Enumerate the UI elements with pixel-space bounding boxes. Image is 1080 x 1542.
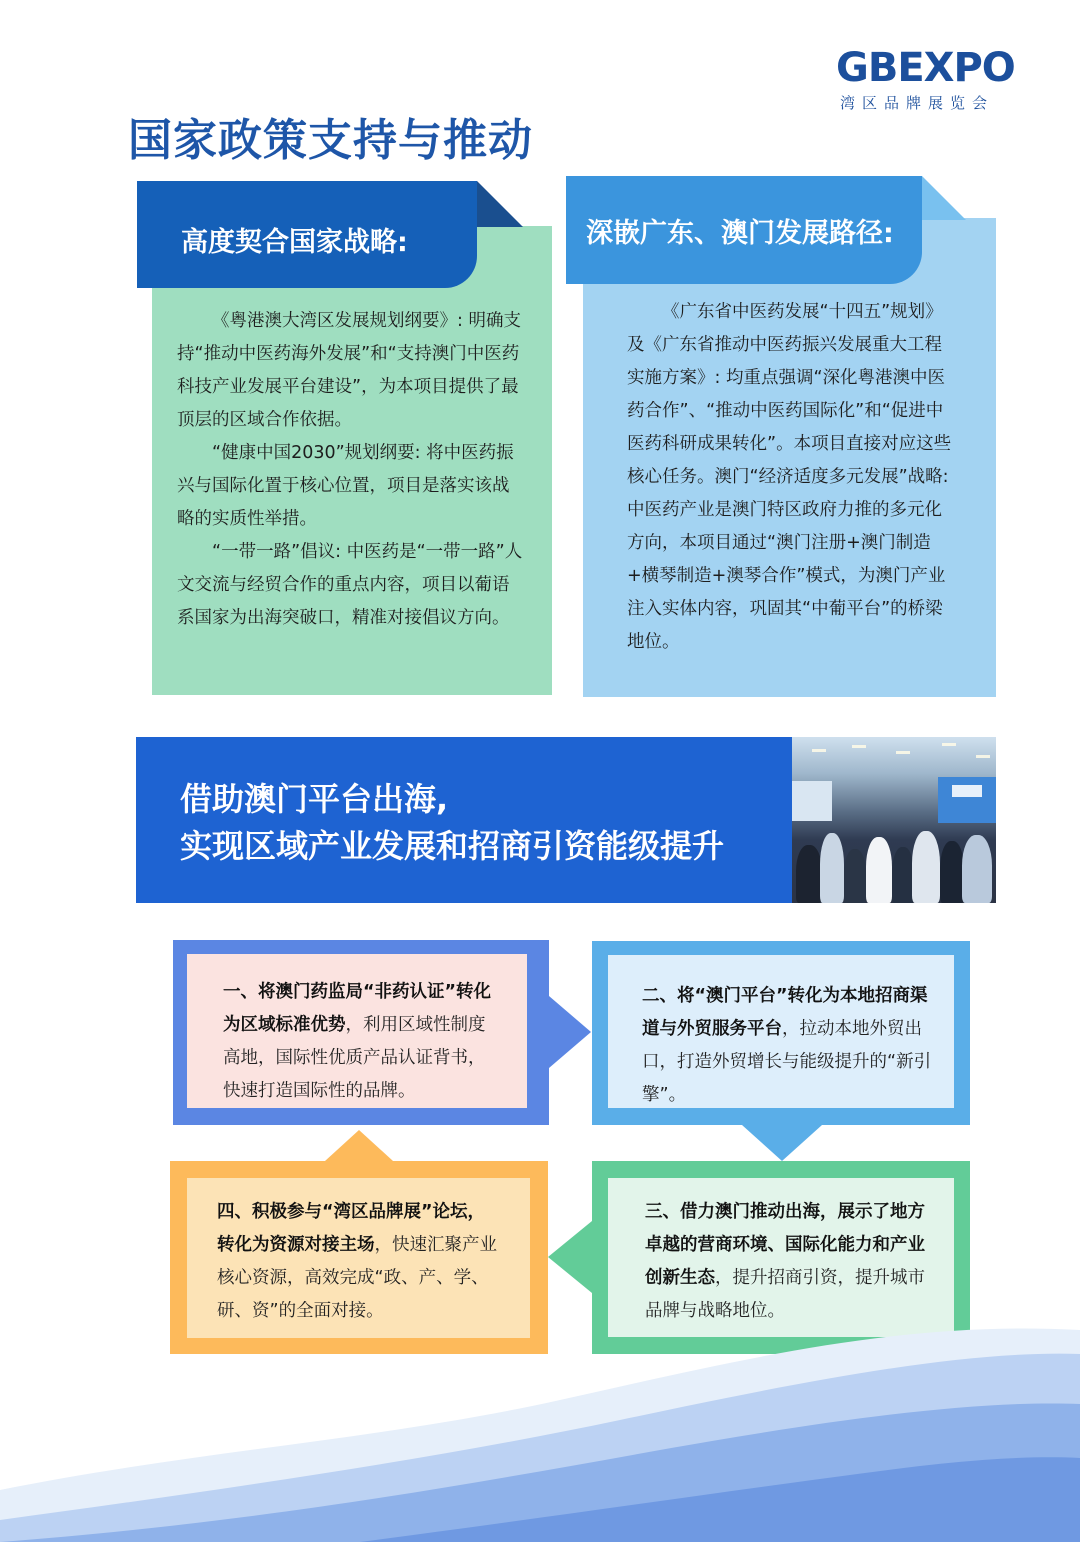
card-right-body bbox=[583, 218, 996, 697]
visitor bbox=[962, 835, 992, 903]
logo-subtitle: 湾区品牌展览会 bbox=[840, 94, 995, 112]
logo-mark: GBEXPO bbox=[836, 45, 1015, 91]
visitor bbox=[912, 831, 940, 903]
step-two-body: ，拉动本地外贸出口，打造外贸增长与能级提升的“新引擎”。 bbox=[642, 1019, 932, 1105]
step-one-text bbox=[187, 954, 527, 1108]
arrow-right-icon bbox=[549, 996, 591, 1068]
arrow-down-icon bbox=[742, 1125, 822, 1161]
card-right-paragraph: 《广东省中医药发展“十四五”规划》及《广东省推动中医药振兴发展重大工程实施方案》: 均重点强调“深化粤港澳中医药合作”、“推动中医药国际化”和“促进中医药科研成果转化”。本项目直接对应这些核心任务。澳门“经济适度多元发展”战略: 中医药产业是澳门特区政府力推的多元化方向，本项目通过“澳门注册+澳门制造+横琴制造+澳琴合作”模式，为澳门产业注入实体内容，巩固其“中葡平台”的桥梁地位。 bbox=[627, 302, 952, 652]
expo-booth bbox=[792, 781, 832, 821]
card-left-paragraph: 《粤港澳大湾区发展规划纲要》: 明确支持“推动中医药海外发展”和“支持澳门中医药科技产业发展平台建设”，为本项目提供了最顶层的区域合作依据。 bbox=[177, 311, 521, 430]
step-one-body: ，利用区域性制度高地，国际性优质产品认证背书，快速打造国际性的品牌。 bbox=[223, 1015, 486, 1101]
visitor bbox=[866, 837, 892, 903]
visitor bbox=[796, 845, 822, 903]
visitor bbox=[820, 833, 844, 903]
card-right-heading bbox=[566, 176, 922, 284]
card-right-fold-corner bbox=[922, 176, 966, 220]
card-left-paragraph: “健康中国2030”规划纲要: 将中医药振兴与国际化置于核心位置，项目是落实该战略的实质性举措。 bbox=[177, 443, 514, 529]
visitor bbox=[940, 841, 964, 903]
expo-booth bbox=[938, 777, 996, 823]
card-left-fold-corner bbox=[477, 181, 523, 227]
card-right-heading-text: 深嵌广东、澳门发展路径: bbox=[586, 217, 894, 249]
arrow-up-icon bbox=[325, 1130, 393, 1161]
step-one-box bbox=[173, 940, 549, 1125]
ceiling-light bbox=[976, 755, 990, 758]
card-left-heading-text: 高度契合国家战略: bbox=[181, 227, 408, 258]
decorative-waves bbox=[0, 1290, 1080, 1542]
card-left-body bbox=[152, 226, 552, 695]
card-left-paragraph: “一带一路”倡议: 中医药是“一带一路”人文交流与经贸合作的重点内容，项目以葡语系国家为出海突破口，精准对接倡议方向。 bbox=[177, 542, 523, 628]
ceiling-light bbox=[896, 751, 910, 754]
step-two-bold: 二、将“澳门平台”转化为本地招商渠道与外贸服务平台 bbox=[642, 986, 928, 1039]
gbexpo-logo bbox=[836, 46, 1026, 116]
arrow-left-icon bbox=[548, 1221, 592, 1293]
visitor bbox=[844, 849, 866, 903]
page-title: 国家政策支持与推动 bbox=[128, 115, 533, 166]
expo-crowd-photo bbox=[792, 737, 996, 903]
step-three-body: ，提升招商引资，提升城市品牌与战略地位。 bbox=[645, 1268, 925, 1321]
visitor bbox=[892, 847, 914, 903]
ceiling-light bbox=[852, 745, 866, 748]
banner bbox=[136, 737, 996, 903]
banner-line-1: 借助澳门平台出海, bbox=[180, 780, 449, 818]
step-two-box bbox=[592, 941, 970, 1125]
step-one-bold: 一、将澳门药监局“非药认证”转化为区域标准优势 bbox=[223, 982, 492, 1035]
ceiling-light bbox=[812, 749, 826, 752]
step-four-body: ，快速汇聚产业核心资源，高效完成“政、产、学、研、资”的全面对接。 bbox=[217, 1235, 497, 1321]
ceiling-light bbox=[942, 743, 956, 746]
step-two-text bbox=[608, 955, 954, 1108]
booth-sign bbox=[952, 785, 982, 797]
card-left-heading bbox=[137, 181, 477, 288]
banner-line-2: 实现区域产业发展和招商引资能级提升 bbox=[180, 827, 725, 865]
step-four-bold: 四、积极参与“湾区品牌展”论坛，转化为资源对接主场 bbox=[217, 1202, 486, 1255]
step-three-bold: 三、借力澳门推动出海，展示了地方卓越的营商环境、国际化能力和产业创新生态 bbox=[645, 1202, 925, 1288]
banner-headline bbox=[180, 776, 724, 870]
